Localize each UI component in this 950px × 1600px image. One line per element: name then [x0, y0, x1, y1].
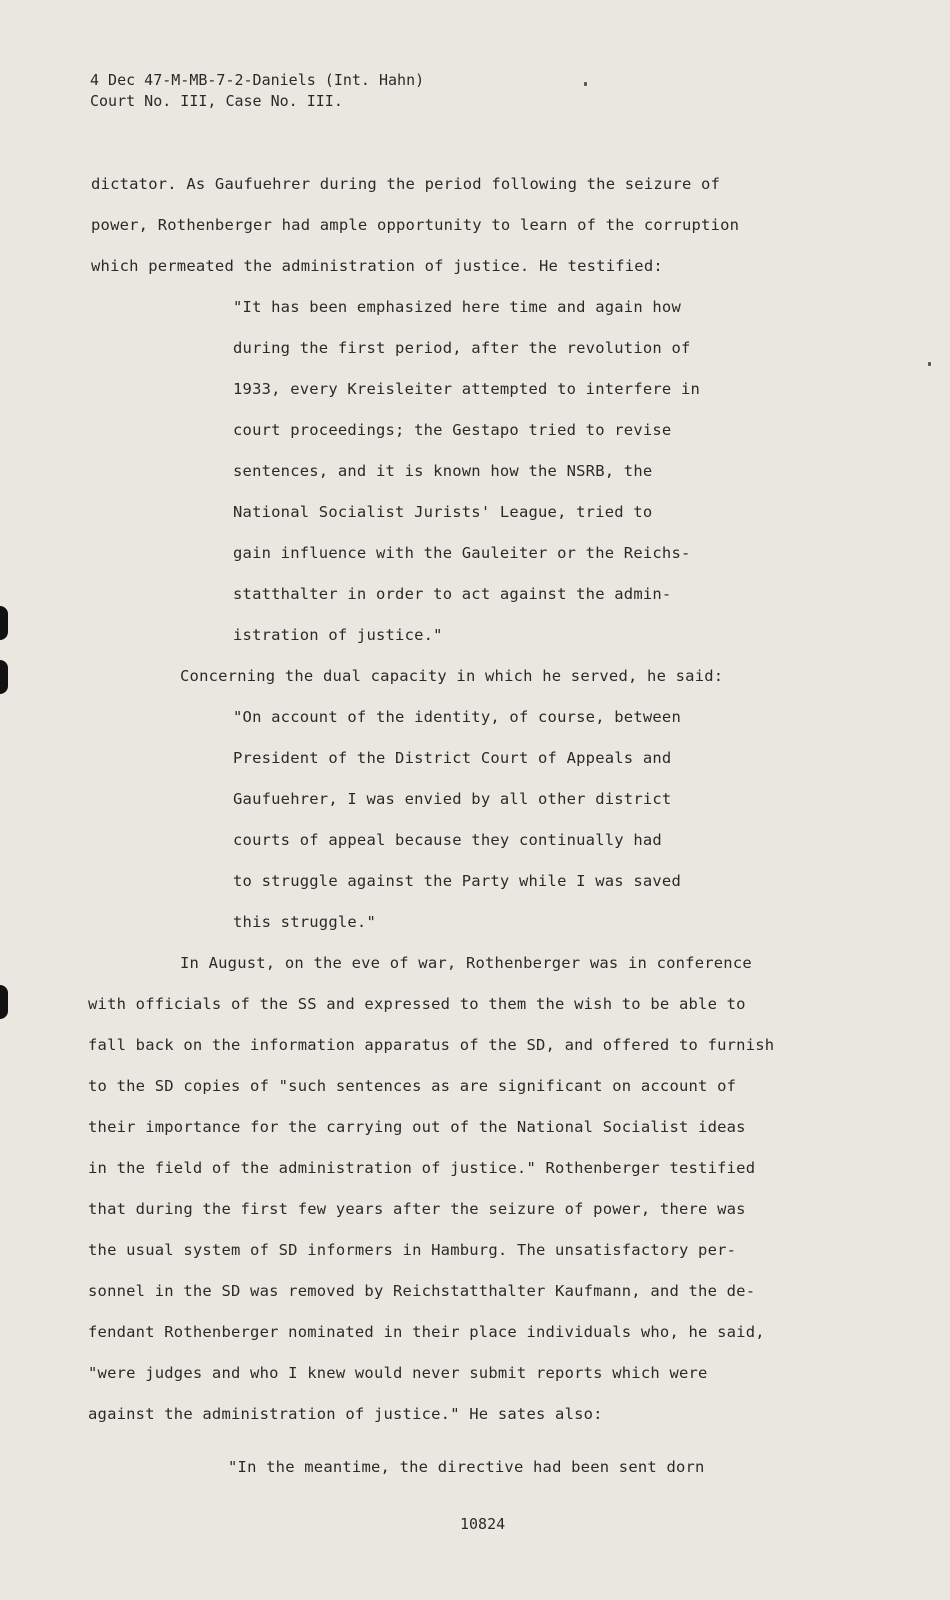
quote-line: "On account of the identity, of course, between — [233, 708, 681, 726]
body-line: that during the first few years after the seizure of power, there was — [88, 1200, 746, 1218]
body-line: "were judges and who I knew would never submit reports which were — [88, 1364, 708, 1382]
quote-line: court proceedings; the Gestapo tried to revise — [233, 421, 672, 439]
punch-hole-top — [0, 606, 8, 640]
page-number: 10824 — [460, 1515, 506, 1533]
ink-speck — [584, 82, 587, 86]
quote-line: istration of justice." — [233, 626, 443, 644]
quote-line: this struggle." — [233, 913, 376, 931]
ink-speck — [928, 362, 931, 366]
body-line: against the administration of justice." He sates also: — [88, 1405, 603, 1423]
body-line: sonnel in the SD was removed by Reichstatthalter Kaufmann, and the de- — [88, 1282, 756, 1300]
quote-line: Gaufuehrer, I was envied by all other district — [233, 790, 672, 808]
body-line: the usual system of SD informers in Hamburg. The unsatisfactory per- — [88, 1241, 737, 1259]
quote-line: 1933, every Kreisleiter attempted to interfere in — [233, 380, 701, 398]
quote-line: statthalter in order to act against the admin- — [233, 585, 672, 603]
quote-line: "In the meantime, the directive had been sent dorn — [228, 1458, 705, 1476]
header-court-line: Court No. III, Case No. III. — [90, 92, 343, 110]
body-line: in the field of the administration of justice." Rothenberger testified — [88, 1159, 756, 1177]
document-header — [90, 70, 424, 112]
header-case-line: 4 Dec 47-M-MB-7-2-Daniels (Int. Hahn) — [90, 71, 425, 89]
body-line: their importance for the carrying out of the National Socialist ideas — [88, 1118, 746, 1136]
body-line: to the SD copies of "such sentences as are significant on account of — [88, 1077, 737, 1095]
punch-hole-bottom — [0, 985, 8, 1019]
body-line: which permeated the administration of justice. He testified: — [91, 257, 663, 275]
body-line: Concerning the dual capacity in which he served, he said: — [180, 667, 724, 685]
quote-line: courts of appeal because they continually had — [233, 831, 662, 849]
quote-line: gain influence with the Gauleiter or the Reichs- — [233, 544, 691, 562]
quote-line: "It has been emphasized here time and again how — [233, 298, 681, 316]
body-line: with officials of the SS and expressed to them the wish to be able to — [88, 995, 746, 1013]
body-line: power, Rothenberger had ample opportunity to learn of the corruption — [91, 216, 740, 234]
quote-line: to struggle against the Party while I was saved — [233, 872, 681, 890]
quote-line: during the first period, after the revolution of — [233, 339, 691, 357]
quote-line: President of the District Court of Appeals and — [233, 749, 672, 767]
punch-hole-middle — [0, 660, 8, 694]
body-line: dictator. As Gaufuehrer during the period following the seizure of — [91, 175, 721, 193]
quote-line: sentences, and it is known how the NSRB, the — [233, 462, 653, 480]
quote-line: National Socialist Jurists' League, tried to — [233, 503, 653, 521]
body-line: fendant Rothenberger nominated in their place individuals who, he said, — [88, 1323, 765, 1341]
body-line: In August, on the eve of war, Rothenberger was in conference — [180, 954, 752, 972]
body-line: fall back on the information apparatus of the SD, and offered to furnish — [88, 1036, 775, 1054]
